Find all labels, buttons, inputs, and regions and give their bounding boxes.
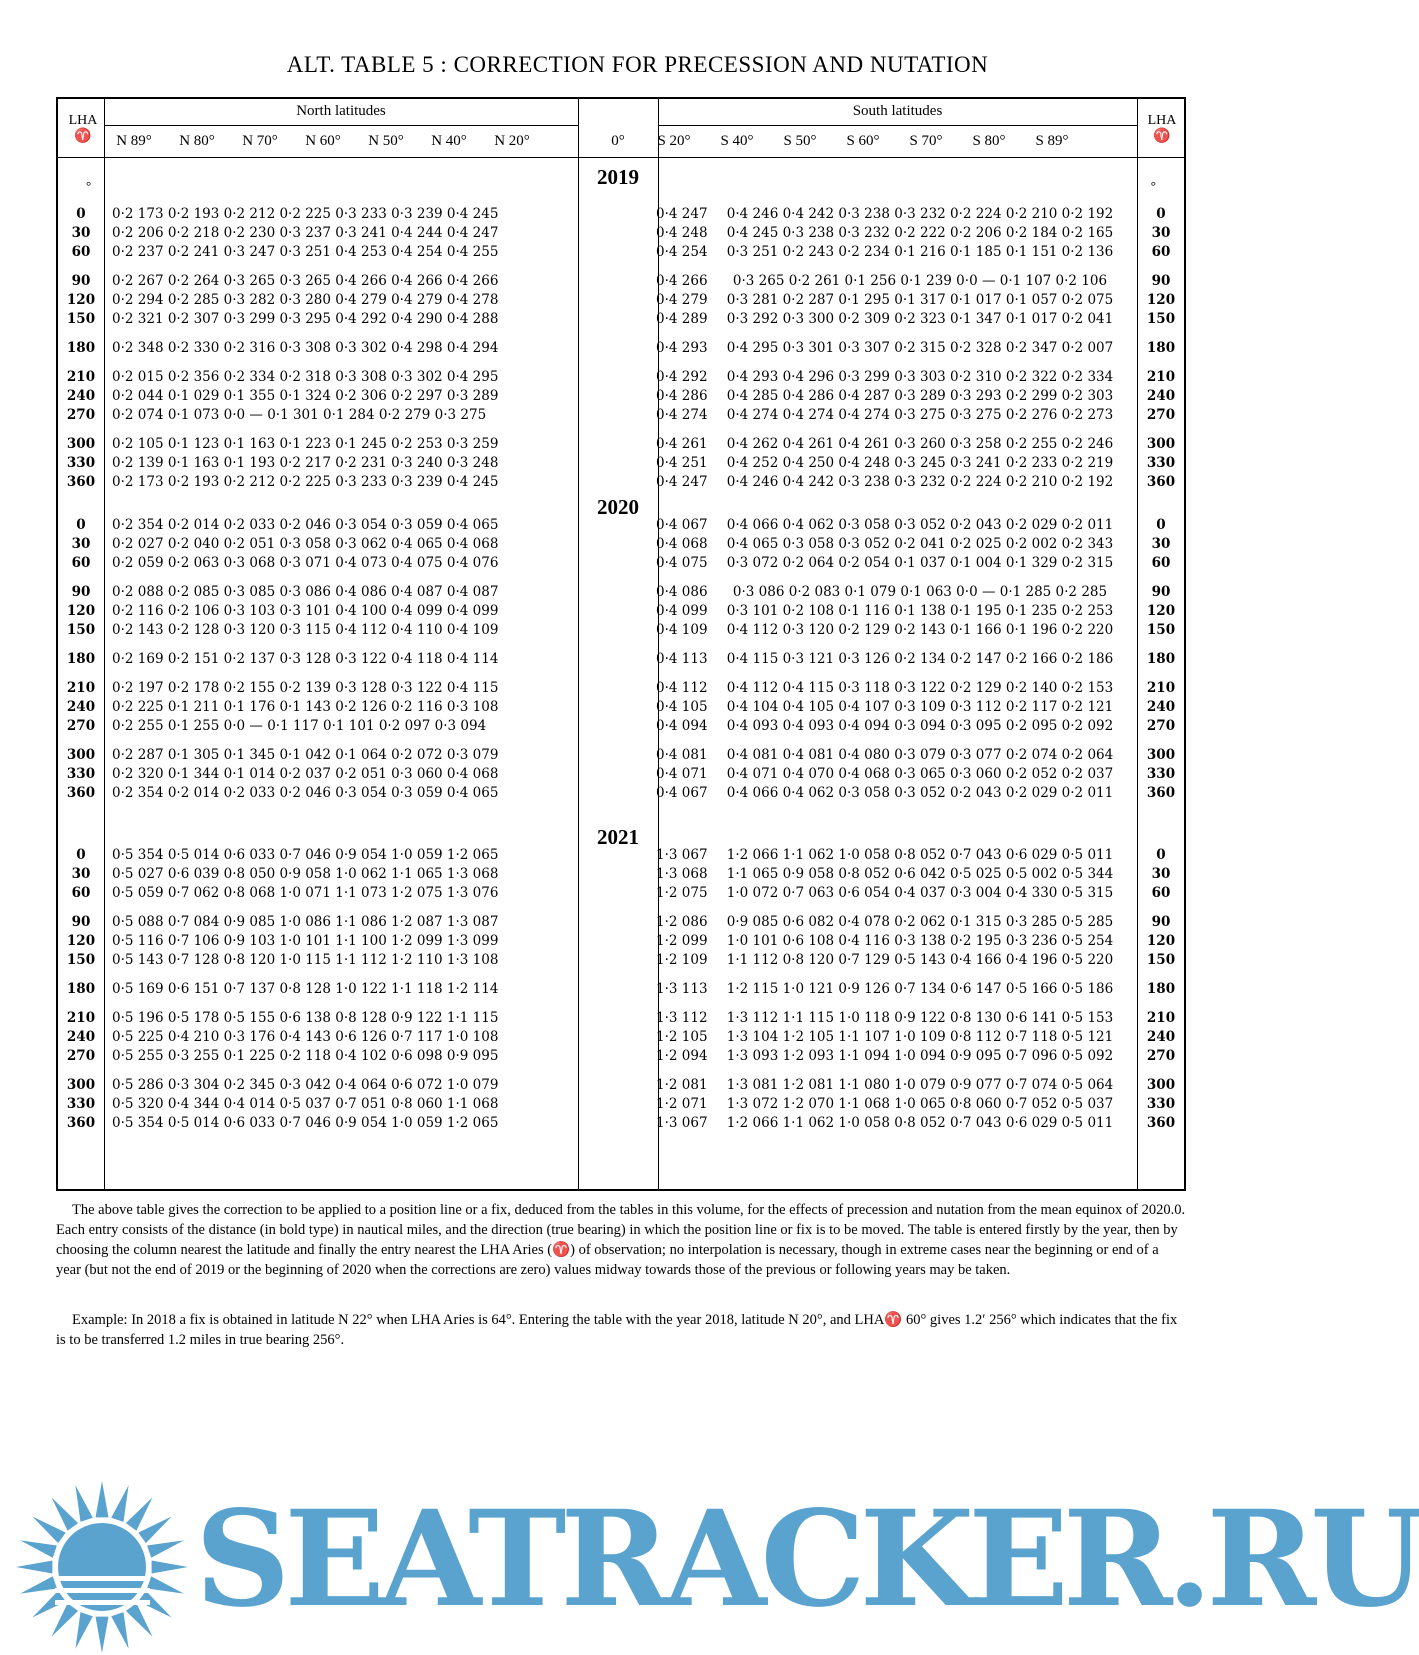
table-row bbox=[56, 273, 1186, 292]
divider bbox=[56, 157, 1186, 158]
lha-value: 270 bbox=[1146, 1048, 1176, 1064]
lha-value: 300 bbox=[1146, 436, 1176, 452]
column-header: S 50° bbox=[783, 133, 817, 149]
south-values: 0·4 262 0·4 261 0·4 261 0·3 260 0·3 258 0·2 255 0·2 246 bbox=[726, 436, 1114, 452]
lha-value: 210 bbox=[1146, 369, 1176, 385]
lha-value: 270 bbox=[1146, 407, 1176, 423]
north-values: 0·2 074 0·1 073 0·0 — 0·1 301 0·1 284 0·2 279 0·3 275 bbox=[112, 407, 487, 423]
equator-value: 1·3 068 bbox=[656, 866, 708, 882]
table-row bbox=[56, 981, 1186, 1000]
lha-value: 120 bbox=[1146, 603, 1176, 619]
unit-degree: ° bbox=[1150, 178, 1156, 193]
equator-value: 0·4 266 bbox=[656, 273, 708, 289]
table-row bbox=[56, 311, 1186, 330]
lha-value: 150 bbox=[66, 311, 96, 327]
lha-value: 300 bbox=[66, 747, 96, 763]
table-row bbox=[56, 785, 1186, 804]
lha-value: 330 bbox=[1146, 455, 1176, 471]
lha-value: 210 bbox=[66, 680, 96, 696]
lha-value: 240 bbox=[1146, 699, 1176, 715]
north-values: 0·2 173 0·2 193 0·2 212 0·2 225 0·3 233 0·3 239 0·4 245 bbox=[112, 474, 499, 490]
table-row bbox=[56, 914, 1186, 933]
north-values: 0·5 196 0·5 178 0·5 155 0·6 138 0·8 128 0·9 122 1·1 115 bbox=[112, 1010, 499, 1026]
south-values: 0·4 066 0·4 062 0·3 058 0·3 052 0·2 043 0·2 029 0·2 011 bbox=[726, 517, 1114, 533]
lha-value: 0 bbox=[76, 206, 86, 222]
equator-value: 0·4 075 bbox=[656, 555, 708, 571]
north-values: 0·2 105 0·1 123 0·1 163 0·1 223 0·1 245 0·2 253 0·3 259 bbox=[112, 436, 499, 452]
south-values: 0·4 081 0·4 081 0·4 080 0·3 079 0·3 077 0·2 074 0·2 064 bbox=[726, 747, 1114, 763]
north-values: 0·2 015 0·2 356 0·2 334 0·2 318 0·3 308 0·3 302 0·4 295 bbox=[112, 369, 499, 385]
lha-value: 30 bbox=[1151, 866, 1171, 882]
north-values: 0·2 143 0·2 128 0·3 120 0·3 115 0·4 112 0·4 110 0·4 109 bbox=[112, 622, 499, 638]
lha-value: 240 bbox=[66, 699, 96, 715]
south-values: 0·4 093 0·4 093 0·4 094 0·3 094 0·3 095 0·2 095 0·2 092 bbox=[726, 718, 1114, 734]
seatracker-watermark: SEATRACKER.RU bbox=[195, 1482, 1419, 1637]
unit-degree: ° bbox=[86, 178, 92, 193]
lha-value: 0 bbox=[1156, 206, 1166, 222]
north-values: 0·2 255 0·1 255 0·0 — 0·1 117 0·1 101 0·2 097 0·3 094 bbox=[112, 718, 487, 734]
lha-value: 210 bbox=[1146, 1010, 1176, 1026]
north-values: 0·2 354 0·2 014 0·2 033 0·2 046 0·3 054 0·3 059 0·4 065 bbox=[112, 517, 499, 533]
column-header: N 89° bbox=[116, 133, 152, 149]
explanation-paragraph: The above table gives the correction to be applied to a position line or a fix, deduced from the tables in this volume, for the effects of precession and nutation from the mean equinox of 2020.0. Each entry consists of the distance (in bold type) in nautical miles, and the direction (true bearing) in which the position line or fix is to be moved. The table is entered firstly by the year, then by choosing the column nearest the latitude and finally the entry nearest the LHA Aries (♈) of observation; no interpolation is necessary, though in extreme cases near the beginning or end of a year (but not the end of 2019 or the beginning of 2020 when the corrections are zero) values midway towards those of the previous or following years may be taken. bbox=[56, 1202, 1186, 1278]
table-row bbox=[56, 651, 1186, 670]
equator-value: 1·2 109 bbox=[656, 952, 708, 968]
north-values: 0·5 354 0·5 014 0·6 033 0·7 046 0·9 054 1·0 059 1·2 065 bbox=[112, 1115, 499, 1131]
equator-value: 1·3 113 bbox=[656, 981, 708, 997]
south-values: 0·4 065 0·3 058 0·3 052 0·2 041 0·2 025 0·2 002 0·2 343 bbox=[726, 536, 1114, 552]
south-values: 1·3 081 1·2 081 1·1 080 1·0 079 0·9 077 0·7 074 0·5 064 bbox=[726, 1077, 1114, 1093]
north-values: 0·2 139 0·1 163 0·1 193 0·2 217 0·2 231 0·3 240 0·3 248 bbox=[112, 455, 499, 471]
year-heading: 2019 bbox=[597, 165, 639, 189]
lha-value: 150 bbox=[1146, 622, 1176, 638]
equator-value: 0·4 068 bbox=[656, 536, 708, 552]
table-row bbox=[56, 555, 1186, 574]
lha-value: 240 bbox=[1146, 1029, 1176, 1045]
equator-value: 1·2 071 bbox=[656, 1096, 708, 1112]
lha-value: 120 bbox=[66, 292, 96, 308]
south-values: 0·4 115 0·3 121 0·3 126 0·2 134 0·2 147 0·2 166 0·2 186 bbox=[726, 651, 1114, 667]
south-values: 1·0 072 0·7 063 0·6 054 0·4 037 0·3 004 0·4 330 0·5 315 bbox=[726, 885, 1114, 901]
column-header: S 70° bbox=[909, 133, 943, 149]
south-values: 0·3 265 0·2 261 0·1 256 0·1 239 0·0 — 0·1 107 0·2 106 bbox=[732, 273, 1108, 289]
table-row bbox=[56, 436, 1186, 455]
south-values: 1·2 115 1·0 121 0·9 126 0·7 134 0·6 147 0·5 166 0·5 186 bbox=[726, 981, 1114, 997]
sun-ray bbox=[152, 1561, 188, 1574]
equator-value: 0·4 254 bbox=[656, 244, 708, 260]
table-row bbox=[56, 474, 1186, 493]
lha-value: 90 bbox=[71, 273, 91, 289]
south-values: 0·4 066 0·4 062 0·3 058 0·3 052 0·2 043 0·2 029 0·2 011 bbox=[726, 785, 1114, 801]
lha-value: 300 bbox=[1146, 1077, 1176, 1093]
south-values: 0·4 246 0·4 242 0·3 238 0·3 232 0·2 224 0·2 210 0·2 192 bbox=[726, 474, 1114, 490]
south-values: 1·1 065 0·9 058 0·8 052 0·6 042 0·5 025 0·5 002 0·5 344 bbox=[726, 866, 1114, 882]
north-values: 0·5 286 0·3 304 0·2 345 0·3 042 0·4 064 0·6 072 1·0 079 bbox=[112, 1077, 499, 1093]
north-values: 0·2 169 0·2 151 0·2 137 0·3 128 0·3 122 0·4 118 0·4 114 bbox=[112, 651, 499, 667]
lha-value: 0 bbox=[1156, 847, 1166, 863]
sun-ray bbox=[126, 1603, 153, 1636]
south-values: 0·4 112 0·4 115 0·3 118 0·3 122 0·2 129 0·2 140 0·2 153 bbox=[726, 680, 1114, 696]
south-values: 0·3 072 0·2 064 0·2 054 0·1 037 0·1 004 0·1 329 0·2 315 bbox=[726, 555, 1114, 571]
north-values: 0·2 225 0·1 211 0·1 176 0·1 143 0·2 126 0·2 116 0·3 108 bbox=[112, 699, 499, 715]
equator-value: 0·4 261 bbox=[656, 436, 708, 452]
lha-value: 300 bbox=[66, 1077, 96, 1093]
north-values: 0·2 321 0·2 307 0·3 299 0·3 295 0·4 292 0·4 290 0·4 288 bbox=[112, 311, 499, 327]
south-values: 0·4 112 0·3 120 0·2 129 0·2 143 0·1 166 0·1 196 0·2 220 bbox=[726, 622, 1114, 638]
lha-value: 360 bbox=[66, 474, 96, 490]
table-row bbox=[56, 766, 1186, 785]
lha-value: 270 bbox=[66, 718, 96, 734]
north-values: 0·5 225 0·4 210 0·3 176 0·4 143 0·6 126 0·7 117 1·0 108 bbox=[112, 1029, 499, 1045]
sun-ray bbox=[126, 1497, 153, 1530]
lha-header-left bbox=[58, 113, 108, 145]
lha-value: 60 bbox=[71, 244, 91, 260]
equator-value: 1·2 086 bbox=[656, 914, 708, 930]
table-row bbox=[56, 933, 1186, 952]
table-row bbox=[56, 1077, 1186, 1096]
equator-value: 1·2 094 bbox=[656, 1048, 708, 1064]
north-values: 0·2 173 0·2 193 0·2 212 0·2 225 0·3 233 0·3 239 0·4 245 bbox=[112, 206, 499, 222]
lha-value: 360 bbox=[1146, 474, 1176, 490]
sun-ray bbox=[52, 1497, 79, 1530]
lha-value: 120 bbox=[66, 933, 96, 949]
equator-value: 1·3 067 bbox=[656, 847, 708, 863]
lha-value: 0 bbox=[1156, 517, 1166, 533]
table-row bbox=[56, 244, 1186, 263]
lha-value: 360 bbox=[1146, 785, 1176, 801]
lha-value: 180 bbox=[1146, 651, 1176, 667]
north-values: 0·2 044 0·1 029 0·1 355 0·1 324 0·2 306 0·2 297 0·3 289 bbox=[112, 388, 499, 404]
equator-value: 1·2 081 bbox=[656, 1077, 708, 1093]
table-row bbox=[56, 718, 1186, 737]
north-values: 0·2 088 0·2 085 0·3 085 0·3 086 0·4 086 0·4 087 0·4 087 bbox=[112, 584, 499, 600]
column-header: N 50° bbox=[368, 133, 404, 149]
column-header: N 20° bbox=[494, 133, 530, 149]
lha-value: 180 bbox=[66, 651, 96, 667]
table-row bbox=[56, 1029, 1186, 1048]
north-values: 0·2 320 0·1 344 0·1 014 0·2 037 0·2 051 0·3 060 0·4 068 bbox=[112, 766, 499, 782]
sun-ray bbox=[32, 1517, 65, 1544]
lha-value: 120 bbox=[1146, 933, 1176, 949]
sun-ray bbox=[147, 1540, 184, 1557]
column-header: N 60° bbox=[305, 133, 341, 149]
equator-value: 1·2 105 bbox=[656, 1029, 708, 1045]
south-values: 0·9 085 0·6 082 0·4 078 0·2 062 0·1 315 0·3 285 0·5 285 bbox=[726, 914, 1114, 930]
table-row bbox=[56, 225, 1186, 244]
south-values: 1·1 112 0·8 120 0·7 129 0·5 143 0·4 166 0·4 196 0·5 220 bbox=[726, 952, 1114, 968]
lha-value: 270 bbox=[1146, 718, 1176, 734]
aries-symbol: ♈ bbox=[74, 129, 92, 144]
equator-value: 0·4 094 bbox=[656, 718, 708, 734]
column-header: S 20° bbox=[657, 133, 691, 149]
table-row bbox=[56, 622, 1186, 641]
north-values: 0·5 116 0·7 106 0·9 103 1·0 101 1·1 100 1·2 099 1·3 099 bbox=[112, 933, 499, 949]
lha-value: 60 bbox=[1151, 885, 1171, 901]
south-values: 1·0 101 0·6 108 0·4 116 0·3 138 0·2 195 0·3 236 0·5 254 bbox=[726, 933, 1114, 949]
equator-value: 1·3 067 bbox=[656, 1115, 708, 1131]
south-values: 0·3 251 0·2 243 0·2 234 0·1 216 0·1 185 0·1 151 0·2 136 bbox=[726, 244, 1114, 260]
lha-value: 0 bbox=[76, 517, 86, 533]
table-row bbox=[56, 340, 1186, 359]
south-values: 0·4 295 0·3 301 0·3 307 0·2 315 0·2 328 0·2 347 0·2 007 bbox=[726, 340, 1114, 356]
lha-value: 60 bbox=[71, 885, 91, 901]
north-values: 0·2 059 0·2 063 0·3 068 0·3 071 0·4 073 0·4 075 0·4 076 bbox=[112, 555, 499, 571]
equator-value: 0·4 112 bbox=[656, 680, 708, 696]
lha-value: 330 bbox=[66, 766, 96, 782]
south-values: 0·3 086 0·2 083 0·1 079 0·1 063 0·0 — 0·1 285 0·2 285 bbox=[732, 584, 1108, 600]
lha-value: 330 bbox=[1146, 766, 1176, 782]
lha-value: 180 bbox=[1146, 340, 1176, 356]
equator-value: 0·4 292 bbox=[656, 369, 708, 385]
equator-value: 0·4 086 bbox=[656, 584, 708, 600]
equator-value: 0·4 109 bbox=[656, 622, 708, 638]
column-header: N 70° bbox=[242, 133, 278, 149]
south-latitudes-header: South latitudes bbox=[852, 103, 943, 119]
table-row bbox=[56, 847, 1186, 866]
north-values: 0·5 143 0·7 128 0·8 120 1·0 115 1·1 112 1·2 110 1·3 108 bbox=[112, 952, 499, 968]
lha-value: 60 bbox=[71, 555, 91, 571]
sun-ray bbox=[111, 1612, 128, 1649]
lha-value: 300 bbox=[1146, 747, 1176, 763]
lha-value: 150 bbox=[1146, 311, 1176, 327]
lha-value: 150 bbox=[66, 622, 96, 638]
lha-value: 60 bbox=[1151, 555, 1171, 571]
table-row bbox=[56, 699, 1186, 718]
table-row bbox=[56, 407, 1186, 426]
south-values: 0·4 285 0·4 286 0·4 287 0·3 289 0·3 293 0·2 299 0·2 303 bbox=[726, 388, 1114, 404]
south-values: 1·2 066 1·1 062 1·0 058 0·8 052 0·7 043 0·6 029 0·5 011 bbox=[726, 1115, 1114, 1131]
lha-value: 90 bbox=[1151, 273, 1171, 289]
lha-value: 210 bbox=[66, 369, 96, 385]
table-row bbox=[56, 292, 1186, 311]
lha-value: 270 bbox=[66, 1048, 96, 1064]
divider bbox=[658, 125, 1137, 126]
lha-value: 150 bbox=[66, 952, 96, 968]
lha-value: 30 bbox=[71, 536, 91, 552]
lha-value: 90 bbox=[1151, 914, 1171, 930]
north-values: 0·2 197 0·2 178 0·2 155 0·2 139 0·3 128 0·3 122 0·4 115 bbox=[112, 680, 499, 696]
sun-ray bbox=[75, 1612, 92, 1649]
equator-value: 0·4 274 bbox=[656, 407, 708, 423]
lha-value: 330 bbox=[1146, 1096, 1176, 1112]
column-header: S 80° bbox=[972, 133, 1006, 149]
lha-value: 120 bbox=[1146, 292, 1176, 308]
table-row bbox=[56, 206, 1186, 225]
north-values: 0·2 287 0·1 305 0·1 345 0·1 042 0·1 064 0·2 072 0·3 079 bbox=[112, 747, 499, 763]
south-values: 0·4 104 0·4 105 0·4 107 0·3 109 0·3 112 0·2 117 0·2 121 bbox=[726, 699, 1114, 715]
lha-value: 270 bbox=[66, 407, 96, 423]
equator-value: 1·3 112 bbox=[656, 1010, 708, 1026]
column-header: N 80° bbox=[179, 133, 215, 149]
south-values: 0·4 245 0·3 238 0·3 232 0·2 222 0·2 206 0·2 184 0·2 165 bbox=[726, 225, 1114, 241]
south-values: 0·3 281 0·2 287 0·1 295 0·1 317 0·1 017 0·1 057 0·2 075 bbox=[726, 292, 1114, 308]
sun-ray bbox=[52, 1603, 79, 1636]
sun-ray bbox=[96, 1481, 109, 1517]
lha-value: 180 bbox=[66, 981, 96, 997]
sun-ray bbox=[138, 1517, 171, 1544]
divider bbox=[104, 125, 578, 126]
north-values: 0·2 237 0·2 241 0·3 247 0·3 251 0·4 253 0·4 254 0·4 255 bbox=[112, 244, 499, 260]
lha-value: 360 bbox=[1146, 1115, 1176, 1131]
lha-header-right bbox=[1137, 113, 1187, 145]
equator-value: 0·4 247 bbox=[656, 474, 708, 490]
lha-value: 60 bbox=[1151, 244, 1171, 260]
lha-value: 210 bbox=[1146, 680, 1176, 696]
lha-value: 330 bbox=[66, 455, 96, 471]
sun-ray bbox=[147, 1576, 184, 1593]
table-row bbox=[56, 680, 1186, 699]
equator-value: 1·2 075 bbox=[656, 885, 708, 901]
sun-ray bbox=[20, 1540, 57, 1557]
south-values: 0·4 274 0·4 274 0·4 274 0·3 275 0·3 275 0·2 276 0·2 273 bbox=[726, 407, 1114, 423]
equator-value: 0·4 286 bbox=[656, 388, 708, 404]
equator-value: 0·4 081 bbox=[656, 747, 708, 763]
north-values: 0·5 169 0·6 151 0·7 137 0·8 128 1·0 122 1·1 118 1·2 114 bbox=[112, 981, 499, 997]
north-values: 0·2 206 0·2 218 0·2 230 0·3 237 0·3 241 0·4 244 0·4 247 bbox=[112, 225, 499, 241]
equator-value: 0·4 067 bbox=[656, 785, 708, 801]
north-values: 0·5 320 0·4 344 0·4 014 0·5 037 0·7 051 0·8 060 1·1 068 bbox=[112, 1096, 499, 1112]
south-values: 0·3 101 0·2 108 0·1 116 0·1 138 0·1 195 0·1 235 0·2 253 bbox=[726, 603, 1114, 619]
page-title: ALT. TABLE 5 : CORRECTION FOR PRECESSION AND NUTATION bbox=[286, 52, 989, 77]
south-values: 1·2 066 1·1 062 1·0 058 0·8 052 0·7 043 0·6 029 0·5 011 bbox=[726, 847, 1114, 863]
equator-column-header: 0° bbox=[611, 133, 625, 149]
lha-value: 90 bbox=[71, 584, 91, 600]
north-values: 0·2 348 0·2 330 0·2 316 0·3 308 0·3 302 0·4 298 0·4 294 bbox=[112, 340, 499, 356]
lha-label: LHA bbox=[1147, 113, 1177, 128]
north-values: 0·2 116 0·2 106 0·3 103 0·3 101 0·4 100 0·4 099 0·4 099 bbox=[112, 603, 499, 619]
south-values: 0·4 293 0·4 296 0·3 299 0·3 303 0·2 310 0·2 322 0·2 334 bbox=[726, 369, 1114, 385]
lha-value: 90 bbox=[71, 914, 91, 930]
table-row bbox=[56, 1010, 1186, 1029]
lha-value: 240 bbox=[66, 1029, 96, 1045]
south-values: 0·4 252 0·4 250 0·4 248 0·3 245 0·3 241 0·2 233 0·2 219 bbox=[726, 455, 1114, 471]
equator-value: 0·4 099 bbox=[656, 603, 708, 619]
south-values: 1·3 072 1·2 070 1·1 068 1·0 065 0·8 060 0·7 052 0·5 037 bbox=[726, 1096, 1114, 1112]
lha-value: 330 bbox=[66, 1096, 96, 1112]
lha-value: 120 bbox=[66, 603, 96, 619]
lha-value: 180 bbox=[66, 340, 96, 356]
north-values: 0·5 059 0·7 062 0·8 068 1·0 071 1·1 073 1·2 075 1·3 076 bbox=[112, 885, 499, 901]
north-values: 0·2 027 0·2 040 0·2 051 0·3 058 0·3 062 0·4 065 0·4 068 bbox=[112, 536, 499, 552]
equator-value: 0·4 247 bbox=[656, 206, 708, 222]
column-header: N 40° bbox=[431, 133, 467, 149]
table-row bbox=[56, 747, 1186, 766]
lha-value: 360 bbox=[66, 1115, 96, 1131]
equator-value: 0·4 251 bbox=[656, 455, 708, 471]
column-header: S 60° bbox=[846, 133, 880, 149]
column-header: S 40° bbox=[720, 133, 754, 149]
table-row bbox=[56, 388, 1186, 407]
lha-value: 180 bbox=[1146, 981, 1176, 997]
lha-value: 240 bbox=[66, 388, 96, 404]
lha-value: 30 bbox=[71, 225, 91, 241]
table-row bbox=[56, 885, 1186, 904]
sun-logo-icon bbox=[15, 1480, 190, 1655]
sun-ray bbox=[111, 1485, 128, 1522]
table-row bbox=[56, 517, 1186, 536]
table-row bbox=[56, 1115, 1186, 1134]
lha-value: 300 bbox=[66, 436, 96, 452]
lha-label: LHA bbox=[68, 113, 98, 128]
table-row bbox=[56, 536, 1186, 555]
lha-value: 30 bbox=[71, 866, 91, 882]
equator-value: 1·2 099 bbox=[656, 933, 708, 949]
sun-ray bbox=[96, 1617, 109, 1653]
south-values: 0·4 246 0·4 242 0·3 238 0·3 232 0·2 224 0·2 210 0·2 192 bbox=[726, 206, 1114, 222]
table-row bbox=[56, 584, 1186, 603]
table-row bbox=[56, 455, 1186, 474]
equator-value: 0·4 293 bbox=[656, 340, 708, 356]
aries-symbol: ♈ bbox=[1153, 129, 1171, 144]
north-values: 0·2 354 0·2 014 0·2 033 0·2 046 0·3 054 0·3 059 0·4 065 bbox=[112, 785, 499, 801]
equator-value: 0·4 067 bbox=[656, 517, 708, 533]
equator-value: 0·4 105 bbox=[656, 699, 708, 715]
lha-value: 30 bbox=[1151, 225, 1171, 241]
equator-value: 0·4 071 bbox=[656, 766, 708, 782]
lha-value: 0 bbox=[76, 847, 86, 863]
north-values: 0·2 267 0·2 264 0·3 265 0·3 265 0·4 266 0·4 266 0·4 266 bbox=[112, 273, 499, 289]
north-values: 0·5 088 0·7 084 0·9 085 1·0 086 1·1 086 1·2 087 1·3 087 bbox=[112, 914, 499, 930]
lha-value: 240 bbox=[1146, 388, 1176, 404]
sun-ray bbox=[16, 1561, 52, 1574]
lha-value: 150 bbox=[1146, 952, 1176, 968]
table-row bbox=[56, 369, 1186, 388]
sun-ray bbox=[20, 1576, 57, 1593]
lha-value: 210 bbox=[66, 1010, 96, 1026]
north-values: 0·2 294 0·2 285 0·3 282 0·3 280 0·4 279 0·4 279 0·4 278 bbox=[112, 292, 499, 308]
lha-value: 90 bbox=[1151, 584, 1171, 600]
north-values: 0·5 027 0·6 039 0·8 050 0·9 058 1·0 062 1·1 065 1·3 068 bbox=[112, 866, 499, 882]
column-header: S 89° bbox=[1035, 133, 1069, 149]
example-paragraph: Example: In 2018 a fix is obtained in latitude N 22° when LHA Aries is 64°. Entering the table with the year 2018, latitude N 20°, and LHA♈ 60° gives 1.2′ 256° which indicates that the fix is to be transferred 1.2 miles in true bearing 256°. bbox=[56, 1312, 1178, 1348]
table-row bbox=[56, 603, 1186, 622]
table-row bbox=[56, 1048, 1186, 1067]
equator-value: 0·4 279 bbox=[656, 292, 708, 308]
north-latitudes-header: North latitudes bbox=[296, 103, 386, 119]
south-values: 0·3 292 0·3 300 0·2 309 0·2 323 0·1 347 0·1 017 0·2 041 bbox=[726, 311, 1114, 327]
year-heading: 2020 bbox=[597, 495, 639, 519]
lha-value: 30 bbox=[1151, 536, 1171, 552]
sun-ray bbox=[75, 1485, 92, 1522]
south-values: 0·4 071 0·4 070 0·4 068 0·3 065 0·3 060 0·2 052 0·2 037 bbox=[726, 766, 1114, 782]
table-row bbox=[56, 1096, 1186, 1115]
table-row bbox=[56, 952, 1186, 971]
south-values: 1·3 093 1·2 093 1·1 094 1·0 094 0·9 095 0·7 096 0·5 092 bbox=[726, 1048, 1114, 1064]
year-heading: 2021 bbox=[597, 825, 639, 849]
north-values: 0·5 255 0·3 255 0·1 225 0·2 118 0·4 102 0·6 098 0·9 095 bbox=[112, 1048, 499, 1064]
south-values: 1·3 104 1·2 105 1·1 107 1·0 109 0·8 112 0·7 118 0·5 121 bbox=[726, 1029, 1114, 1045]
lha-value: 360 bbox=[66, 785, 96, 801]
equator-value: 0·4 289 bbox=[656, 311, 708, 327]
north-values: 0·5 354 0·5 014 0·6 033 0·7 046 0·9 054 1·0 059 1·2 065 bbox=[112, 847, 499, 863]
table-row bbox=[56, 866, 1186, 885]
south-values: 1·3 112 1·1 115 1·0 118 0·9 122 0·8 130 0·6 141 0·5 153 bbox=[726, 1010, 1114, 1026]
equator-value: 0·4 248 bbox=[656, 225, 708, 241]
equator-value: 0·4 113 bbox=[656, 651, 708, 667]
